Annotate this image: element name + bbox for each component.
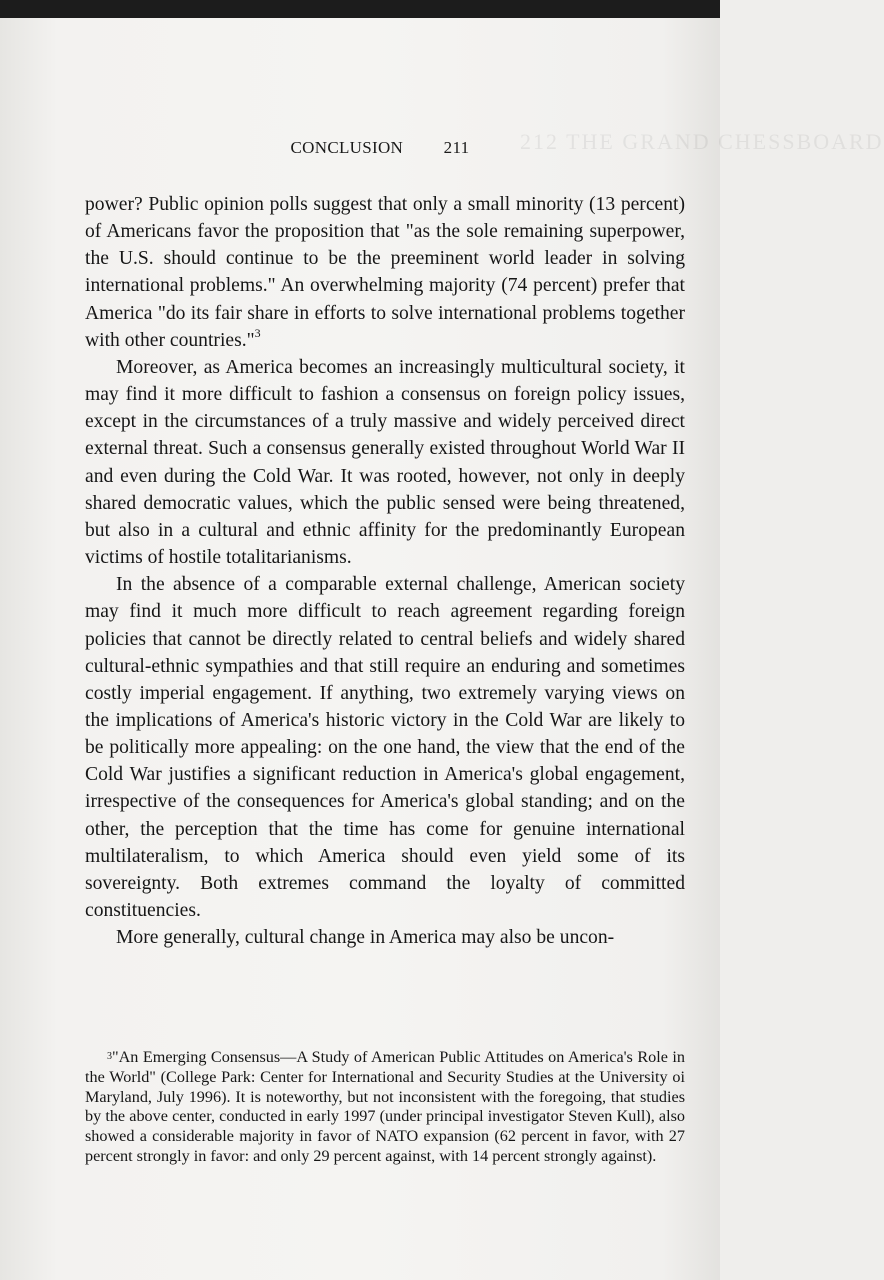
body-text bbox=[85, 191, 685, 951]
paragraph-1-text: power? Public opinion polls suggest that only a small minority (13 percent) of Americans favor the proposition that "as the sole remaining superpower, the U.S. should continue to be the preeminent world leader in solving international problems." An overwhelming majority (74 percent) prefer that America "do its fair share in efforts to solve international problems together with other countries." bbox=[85, 194, 685, 351]
page-number: 211 bbox=[443, 138, 470, 157]
footnote-reference: 3 bbox=[254, 326, 261, 341]
paragraph-4: More generally, cultural change in America may also be uncon- bbox=[116, 927, 615, 949]
paragraph-1 bbox=[85, 191, 685, 354]
footnote-text: "An Emerging Consensus—A Study of American Public Attitudes on America's Role in the World" (College Park: Center for International and Security Studies at the University oi Maryland, July 1996). It is noteworthy, but not inconsistent with the foregoing, that studies by the above center, conducted in early 1997 (under principal investigator Steven Kull), also showed a considerable majority in favor of NATO expansion (62 percent in favor, with 27 percent strongly in favor: and only 29 percent against, with 14 percent strongly against). bbox=[85, 1048, 685, 1165]
footnote-3 bbox=[85, 1048, 685, 1167]
paragraph-3: In the absence of a comparable external challenge, American society may find it much more difficult to reach agreement regarding foreign policies that cannot be directly related to central beliefs and widely shared cultural-ethnic sympathies and that still require an enduring and sometimes costly imperial engagement. If anything, two extremely varying views on the implications of America's historic victory in the Cold War are likely to be politically more appealing: on the one hand, the view that the end of the Cold War justifies a significant reduction in America's global engagement, irrespective of the consequences for America's global standing; and on the other, the perception that the time has come for genuine international multilateralism, to which America should even yield some of its sovereignty. Both extremes command the loyalty of committed constituencies. bbox=[85, 574, 685, 922]
book-page bbox=[0, 18, 884, 1280]
bleed-through-text: 212 THE GRAND CHESSBOARD bbox=[520, 129, 884, 154]
top-bar bbox=[0, 0, 720, 18]
footnotes bbox=[85, 1048, 685, 1167]
chapter-title: CONCLUSION bbox=[290, 138, 404, 157]
paragraph-2: Moreover, as America becomes an increasingly multicultural society, it may find it more difficult to fashion a consensus on foreign policy issues, except in the circumstances of a truly massive and widely perceived direct external threat. Such a consensus generally existed throughout World War II and even during the Cold War. It was rooted, however, not only in deeply shared democratic values, which the public sensed were being threatened, but also in a cultural and ethnic affinity for the predominantly European victims of hostile totalitarianisms. bbox=[85, 356, 685, 569]
footnote-marker: 3 bbox=[107, 1051, 112, 1062]
running-head bbox=[0, 138, 760, 158]
